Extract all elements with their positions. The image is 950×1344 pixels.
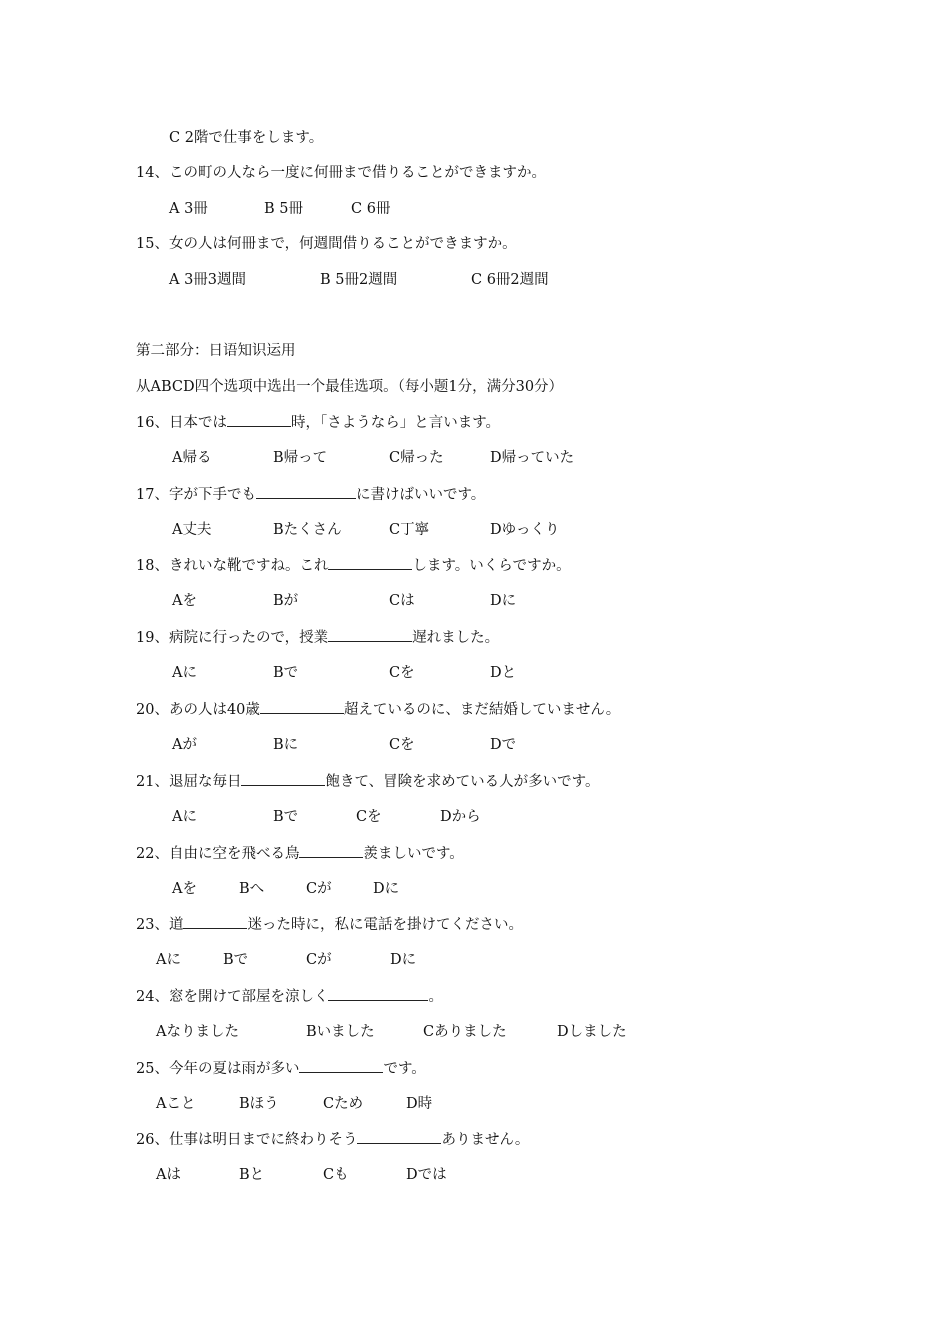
answer-option: Bと [239,1167,265,1183]
answer-option: A 3冊3週間 [169,272,247,288]
question-stem: 22、自由に空を飛べる鳥 [136,846,300,862]
answer-blank [227,412,291,427]
answer-option: Cため [323,1096,364,1112]
answer-option: C 6冊2週間 [471,272,549,288]
question-text [136,484,485,505]
answer-blank [256,484,356,499]
section-heading: 第二部分：日语知识运用 [136,343,296,359]
answer-option: A帰る [172,450,212,466]
question-stem-end: 飽きて、冒険を求めている人が多いです。 [325,774,600,790]
answer-option: C帰った [389,450,444,466]
answer-option: B 5冊 [264,201,303,217]
answer-option: Cありました [423,1024,507,1040]
question-stem-end: です。 [383,1061,426,1077]
answer-option: Dから [440,809,481,825]
answer-option: Aは [156,1167,181,1183]
answer-option: Cを [389,665,415,681]
answer-option: Dに [390,952,417,968]
answer-option: C 2階で仕事をします。 [169,130,324,146]
question-stem: 25、今年の夏は雨が多い [136,1061,300,1077]
question-text [136,771,600,792]
answer-option: Aが [172,737,197,753]
answer-option: Aに [172,665,197,681]
question-stem-end: します。いくらですか。 [412,558,571,574]
answer-option: Dに [490,593,517,609]
answer-option: Dと [490,665,517,681]
question-stem: 23、道 [136,917,184,933]
question-stem: 16、日本では [136,415,227,431]
answer-option: Bへ [239,881,265,897]
question-text [136,914,523,935]
question-text [136,1058,426,1079]
answer-option: Bで [223,952,249,968]
answer-option: Aこと [156,1096,196,1112]
question-stem-end: 迷った時に，私に電話を掛けてください。 [247,917,523,933]
answer-blank [328,627,412,642]
question-text: 14、この町の人なら一度に何冊まで借りることができますか。 [136,165,546,181]
answer-option: Bで [273,809,299,825]
question-stem: 18、きれいな靴ですね。これ [136,558,329,574]
answer-option: Bたくさん [273,522,342,538]
answer-option: Cが [306,881,332,897]
answer-blank [241,771,325,786]
answer-blank [357,1129,441,1144]
question-text [136,986,443,1007]
answer-option: Dでは [406,1167,447,1183]
answer-option: Dで [490,737,517,753]
answer-option: C 6冊 [351,201,391,217]
question-stem: 19、病院に行ったので，授業 [136,630,329,646]
question-stem-end: 羨ましいです。 [363,846,464,862]
question-stem-end: 遅れました。 [412,630,500,646]
answer-option: Bが [273,593,299,609]
answer-option: Aなりました [156,1024,239,1040]
answer-option: B 5冊2週間 [320,272,398,288]
question-text [136,627,499,648]
answer-option: Aに [172,809,197,825]
question-text [136,699,620,720]
answer-blank [260,699,344,714]
answer-option: Aに [156,952,181,968]
question-stem: 20、あの人は40歳 [136,702,260,718]
answer-option: Bで [273,665,299,681]
answer-option: Cも [323,1167,349,1183]
answer-blank [299,843,363,858]
answer-option: Cが [306,952,332,968]
question-text [136,843,464,864]
question-text [136,412,500,433]
answer-blank [328,555,412,570]
question-stem-end: に書けばいいです。 [355,487,486,503]
question-text: 15、女の人は何冊まで，何週間借りることができますか。 [136,236,517,252]
answer-option: Bほう [239,1096,279,1112]
answer-option: Dに [373,881,400,897]
question-stem: 26、仕事は明日までに終わりそう [136,1132,358,1148]
answer-option: A丈夫 [172,522,212,538]
question-stem-end: ありません。 [441,1132,530,1148]
answer-option: C丁寧 [389,522,430,538]
answer-blank [183,914,247,929]
answer-blank [328,986,428,1001]
question-stem-end: 超えているのに、まだ結婚していません。 [343,702,621,718]
answer-option: B帰って [273,450,328,466]
section-heading: 从ABCD四个选项中选出一个最佳选项。（每小题1分，满分30分） [136,379,564,395]
answer-option: Bいました [306,1024,375,1040]
question-text [136,1129,529,1150]
answer-option: Aを [172,593,197,609]
answer-option: Dゆっくり [490,522,560,538]
answer-option: Bに [273,737,299,753]
answer-option: Cは [389,593,415,609]
question-stem: 24、窓を開けて部屋を涼しく [136,989,329,1005]
question-stem-end: 時，「さようなら」と言います。 [290,415,501,431]
question-stem: 17、字が下手でも [136,487,256,503]
answer-option: Dしました [557,1024,627,1040]
question-stem-end: 。 [428,989,443,1005]
answer-option: D時 [406,1096,433,1112]
answer-option: A 3冊 [169,201,208,217]
answer-option: Cを [356,809,382,825]
answer-blank [299,1058,383,1073]
question-text [136,555,571,576]
answer-option: D帰っていた [490,450,575,466]
answer-option: Cを [389,737,415,753]
answer-option: Aを [172,881,197,897]
question-stem: 21、退屈な毎日 [136,774,242,790]
